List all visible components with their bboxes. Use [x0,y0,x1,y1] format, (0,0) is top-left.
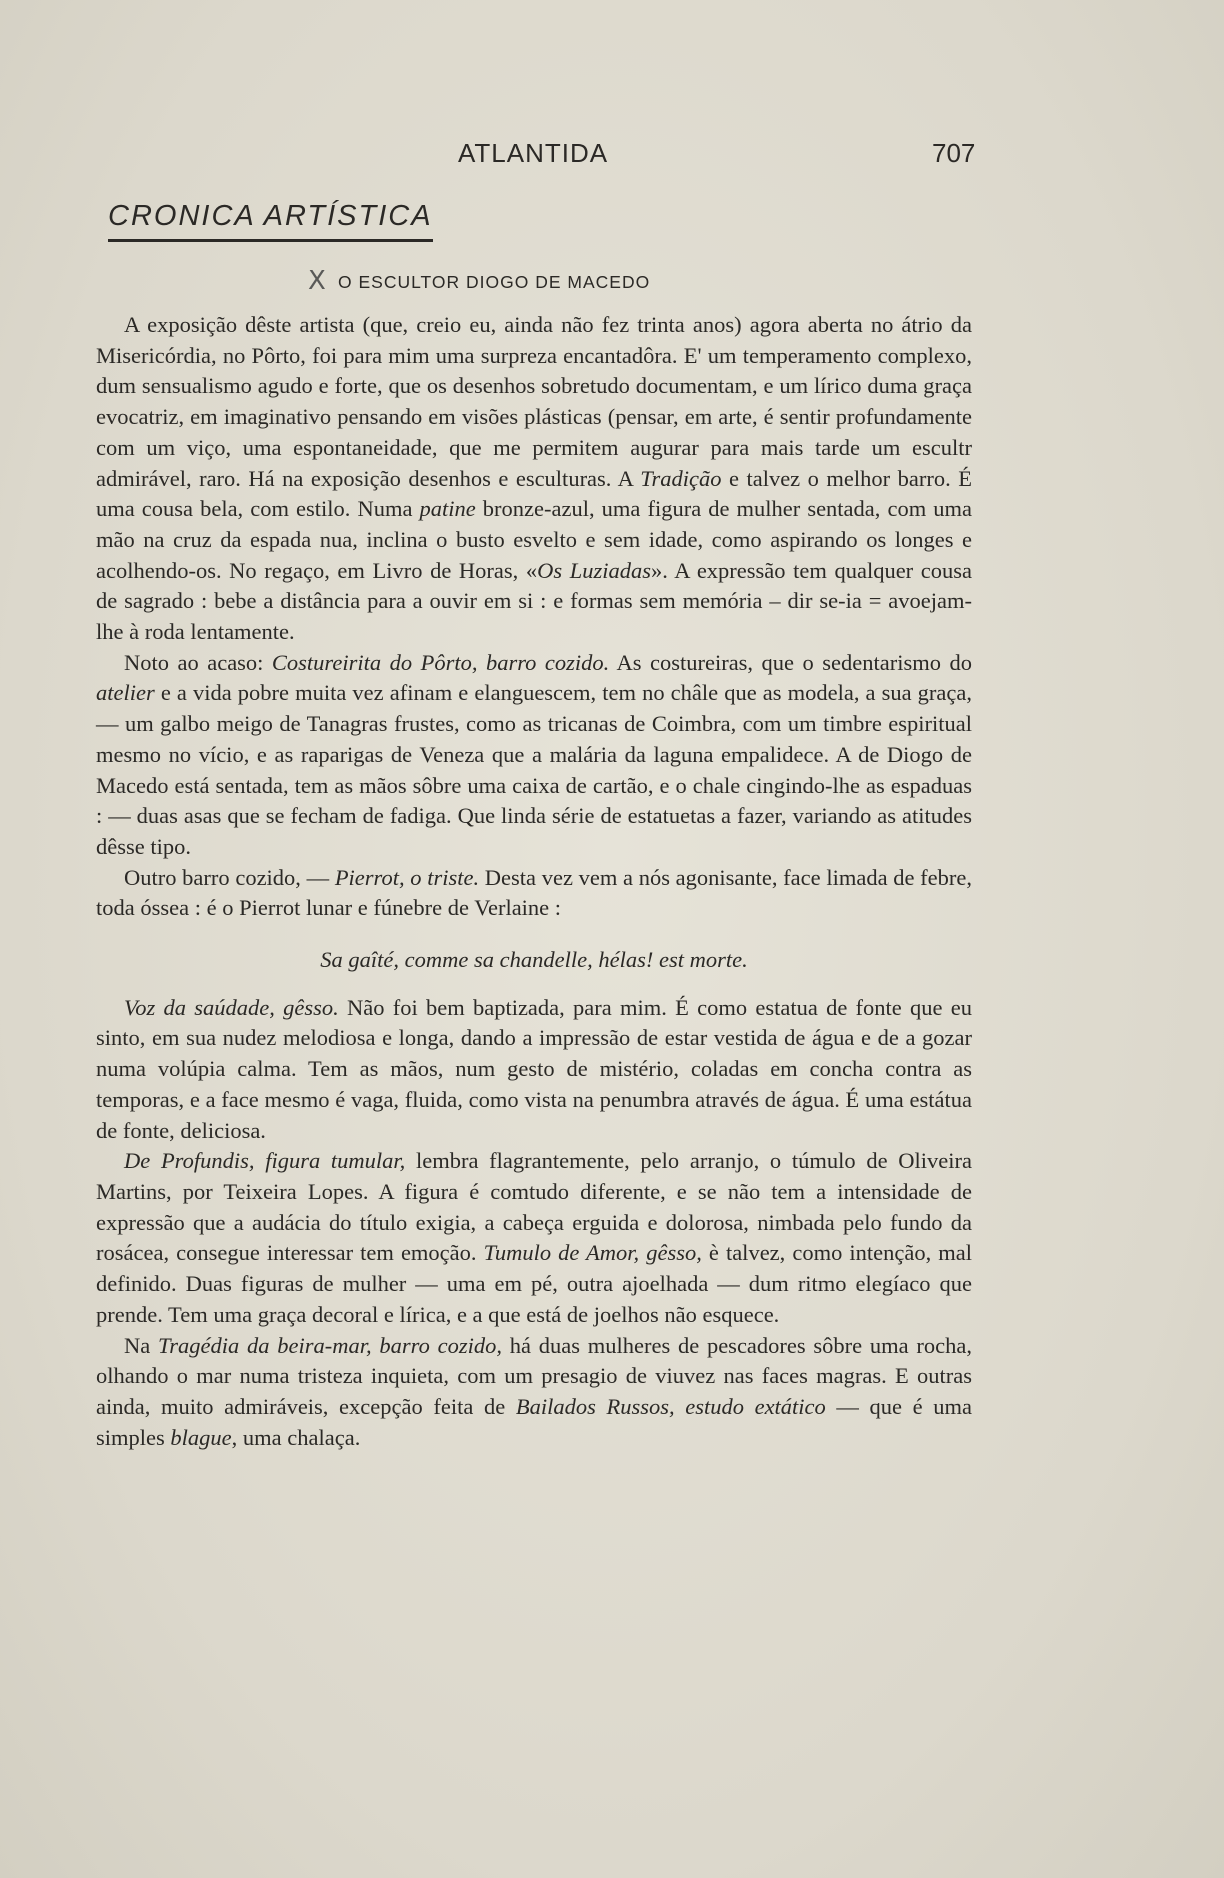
text-span: Outro barro cozido, — [124,864,335,890]
text-span: Tradição [640,465,722,491]
text-span: Os Luziadas [537,557,651,583]
text-span: Não foi bem baptizada, para mim. É como estatua de fonte que eu sinto, em sua nudez melodiosa e longa, dando a impressão de estar vestida de água e de a gozar numa volúpia calma. Tem as mãos, num gesto de mistério, coladas em concha contra as temporas, e a face mesmo é vaga, fluida, como vista na penumbra através de água. É uma estátua de fonte, deliciosa. [96,994,972,1143]
text-span: Bailados Russos, estudo extático [515,1393,826,1419]
text-span: lembra flagrantemente, pelo arranjo, o túmulo de Oliveira Martins, por Teixeira Lopes. A figura é comtudo diferente, e se não tem a intensidade de expressão que a audácia do título exigia, a cabeça erguida e dolorosa, nimbada pelo fundo da rosácea, consegue interessar tem emoção. [96,1148,972,1266]
text-span: Voz da saúdade, gêsso. [124,994,339,1020]
paragraph-tragedia [96,1331,972,1454]
running-header-title: ATLANTIDA [458,138,609,168]
section-heading: CRONICA ARTÍSTICA [108,200,433,242]
text-span: ». A expressão tem qualquer cousa de sagrado : bebe a distância para a ouvir em si : e formas sem memória – dir se-ia = avoejam-lhe à roda lentamente. [96,557,972,645]
text-span: Pierrot, o triste. [334,864,480,890]
text-span: bronze-azul, uma figura de mulher sentada, com uma mão na cruz da espada nua, inclina o busto esvelto e sem idade, como aspirando os longes e acolhendo-os. No regaço, em Livro de Horas, « [96,496,972,583]
text-span: De Profundis, figura tumular, [124,1148,406,1174]
text-span: há duas mulheres de pescadores sôbre uma rocha, olhando o mar numa tristeza inquieta, com um presagio de viuvez nas faces magras. E outras ainda, muito admiráveis, excepção feita de [96,1332,972,1419]
text-span: atelier [96,680,155,706]
paragraph-de-profundis [96,1146,972,1330]
text-span: Desta vez vem a nós agonisante, face limada de febre, toda óssea : é o Pierrot lunar e fúnebre de Verlaine : [96,864,972,921]
text-span: e talvez o melhor barro. É uma cousa bela, com estilo. Numa [96,465,972,522]
text-span: Sa gaîté, comme sa chandelle, hélas! est morte. [320,947,748,973]
text-span: A exposição dêste artista (que, creio eu, ainda não fez trinta anos) agora aberta no átrio da Misericórdia, no Pôrto, foi para mim uma surpreza encantadôra. E' um temperamento complexo, dum sensualismo agudo e forte, que os desenhos sobretudo documentam, e um lírico duma graça evocatriz, em imaginativo pensando em visões plásticas (pensar, em arte, é sentir profundamente com um viço, uma espontaneidade, que me permitem augurar para mais tarde um escultr admirável, raro. Há na exposição desenhos e esculturas. A [96,312,972,491]
text-span: patine [419,496,476,522]
text-span: — que é uma simples [96,1393,972,1450]
article-title: O ESCULTOR DIOGO DE MACEDO [338,272,651,292]
text-span: e a vida pobre muita vez afinam e elanguescem, tem no châle que as modela, a sua graça, — um galbo meigo de Tanagras frustes, como as tricanas de Coimbra, com um timbre espiritual mesmo no vício, e as raparigas de Veneza que a malária da laguna empalidece. A de Diogo de Macedo está sentada, tem as mãos sôbre uma caixa de cartão, e o chale cingindo-lhe as espaduas : — duas asas que se fecham de fadiga. Que linda série de estatuetas a fazer, variando as atitudes dêsse tipo. [96,680,972,859]
text-span: Tumulo de Amor, gêsso, [483,1240,702,1266]
paragraph-exposicao [96,310,972,648]
paragraph-costureirita [96,648,972,863]
text-span: Costureirita do Pôrto, barro cozido. [271,649,610,675]
text-span: Tragédia da beira-mar, barro cozido, [158,1332,502,1358]
text-span: Noto ao acaso: [124,649,272,675]
paragraph-voz-da-saudade [96,993,972,1147]
text-span: è talvez, como intenção, mal definido. Duas figuras de mulher — uma em pé, outra ajoelhada — dum ritmo elegíaco que prende. Tem uma graça decoral e lírica, e a que está de joelhos não esquece. [96,1240,973,1327]
text-span: , uma chalaça. [231,1424,361,1450]
handwritten-margin-mark: X [308,266,326,296]
paragraph-pierrot [96,863,972,924]
text-span: As costureiras, que o sedentarismo do [609,649,972,675]
text-span: Na [124,1332,158,1358]
article-body [96,310,972,1453]
verlaine-quote [96,945,972,976]
text-span: blague [170,1424,232,1450]
page-number: 707 [932,138,976,168]
